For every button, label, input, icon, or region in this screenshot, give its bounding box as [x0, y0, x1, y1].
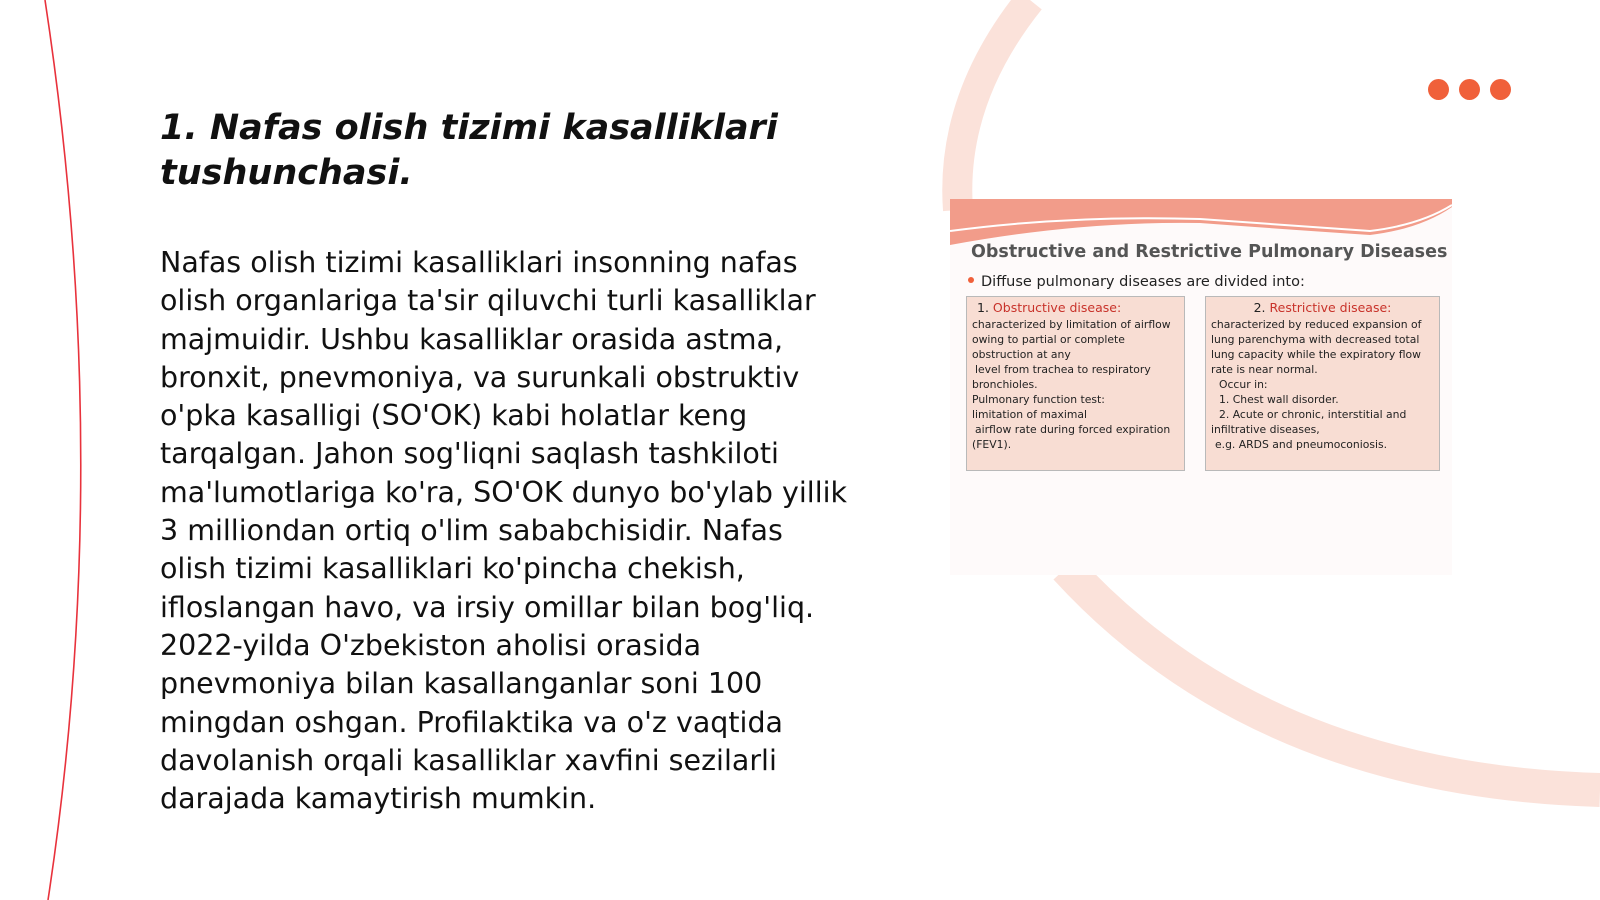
restrictive-disease-box: [1205, 296, 1440, 471]
box-heading: [1211, 300, 1434, 316]
decorative-dots: [1428, 79, 1518, 101]
dot-icon: [1428, 79, 1449, 100]
box-line: 2. Acute or chronic, interstitial and: [1219, 408, 1407, 421]
box-line: e.g. ARDS and pneumoconiosis.: [1215, 438, 1388, 451]
left-curve-line: [45, 0, 81, 900]
slide-body-text: Nafas olish tizimi kasalliklari insonning nafas olish organlariga ta'sir qiluvchi turli kasalliklar majmuidir. Ushbu kasalliklar orasida astma, bronxit, pnevmoniya, va surunkali obstruktiv o'pka kasalligi (SO'OK) kabi holatlar keng tarqalgan. Jahon sog'liqni saqlash tashkiloti ma'lumotlariga ko'ra, SO'OK dunyo bo'ylab yillik 3 milliondan ortiq o'lim sababchisidir. Nafas olish tizimi kasalliklari ko'pincha chekish, ifloslangan havo, va irsiy omillar bilan bog'liq. 2022-yilda O'zbekiston aholisi orasida pnevmoniya bilan kasallanganlar soni 100 mingdan oshgan. Profilaktika va o'z vaqtida davolanish orqali kasalliklar xavfini sezilarli darajada kamaytirish mumkin.: [160, 246, 848, 816]
box-line: level from trachea to respiratory: [975, 363, 1151, 376]
peach-arc-lower: [1066, 568, 1600, 790]
box-heading-text: Obstructive disease:: [992, 300, 1122, 315]
box-line: lung parenchyma with decreased total: [1211, 333, 1420, 346]
box-heading: [972, 300, 1179, 316]
box-heading-text: Restrictive disease:: [1269, 300, 1392, 315]
box-line: limitation of maximal: [972, 408, 1087, 421]
box-line: 1. Chest wall disorder.: [1219, 393, 1339, 406]
picture-bullet-text: Diffuse pulmonary diseases are divided into:: [981, 274, 1305, 290]
picture-bullet-line: [968, 274, 1305, 290]
box-line: infiltrative diseases,: [1211, 423, 1320, 436]
box-line: Pulmonary function test:: [972, 393, 1105, 406]
box-line: (FEV1).: [972, 438, 1012, 451]
bullet-icon: [968, 277, 974, 283]
box-line: characterized by limitation of airflow: [972, 318, 1171, 331]
box-line: owing to partial or complete: [972, 333, 1125, 346]
slide-title: 1. Nafas olish tizimi kasalliklari tushunchasi.: [160, 108, 778, 193]
box-line: characterized by reduced expansion of: [1211, 318, 1422, 331]
obstructive-disease-box: [966, 296, 1185, 471]
box-line: Occur in:: [1219, 378, 1268, 391]
picture-title: Obstructive and Restrictive Pulmonary Diseases: [971, 242, 1448, 262]
box-line: obstruction at any: [972, 348, 1071, 361]
box-line: rate is near normal.: [1211, 363, 1318, 376]
dot-icon: [1490, 79, 1511, 100]
box-line: airflow rate during forced expiration: [975, 423, 1171, 436]
dot-icon: [1459, 79, 1480, 100]
embedded-slide-picture: [950, 199, 1452, 575]
peach-arc-upper: [957, 0, 1030, 210]
box-line: lung capacity while the expiratory flow: [1211, 348, 1421, 361]
box-number: 2.: [1253, 300, 1266, 315]
box-line: bronchioles.: [972, 378, 1038, 391]
box-number: 1.: [977, 300, 989, 315]
